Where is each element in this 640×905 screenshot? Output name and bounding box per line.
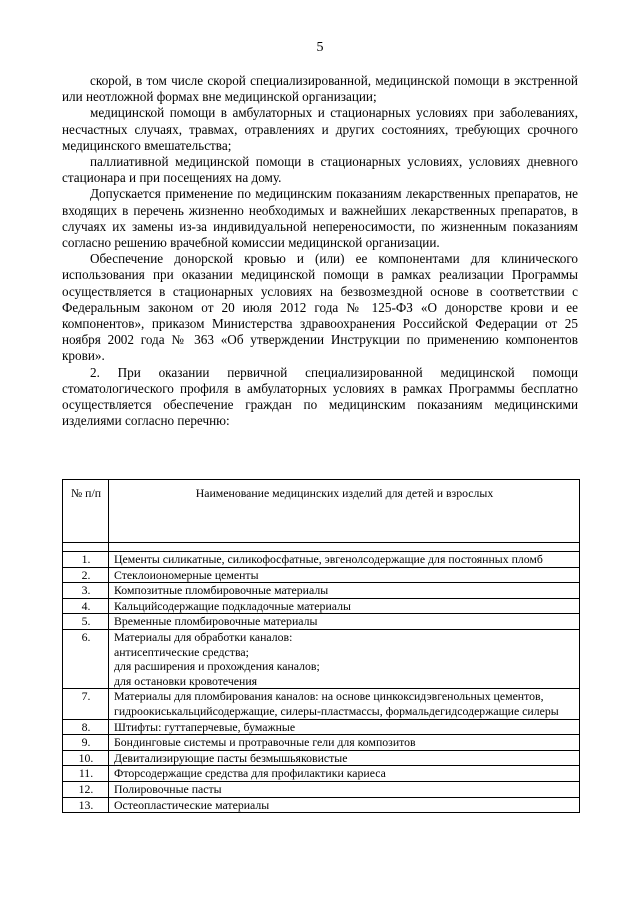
row-name: Временные пломбировочные материалы: [109, 614, 580, 630]
table-row: [63, 766, 580, 782]
table-row: [63, 629, 580, 688]
row-name-line: антисептические средства;: [114, 644, 249, 659]
row-number: 10.: [63, 750, 109, 766]
row-number: 7.: [63, 689, 109, 719]
header-number: № п/п: [63, 480, 109, 543]
row-number: 12.: [63, 781, 109, 797]
table-row: [63, 598, 580, 614]
row-name-multiline: [109, 629, 580, 688]
row-name: Материалы для пломбирования каналов: на основе цинкоксидэвгенольных цементов, гидроокиськальцийсодержащие, силеры-пластмассы, формальдегидсодержащие силеры: [109, 689, 580, 719]
table-row: [63, 719, 580, 735]
paragraph: скорой, в том числе скорой специализированной, медицинской помощи в экстренной или неотложной формах вне медицинской организации;: [62, 73, 578, 105]
medical-devices-table: [62, 479, 580, 813]
table-row: [63, 797, 580, 813]
row-name-line: для расширения и прохождения каналов;: [114, 659, 320, 674]
row-name: Стеклоиономерные цементы: [109, 567, 580, 583]
table-row: [63, 567, 580, 583]
row-name: Композитные пломбировочные материалы: [109, 583, 580, 599]
row-number: 5.: [63, 614, 109, 630]
paragraph: Обеспечение донорской кровью и (или) ее компонентами для клинического использования при оказании медицинской помощи в рамках реализации Программы осуществляется в стационарных условиях на безвозмездной основе в соответствии с Федеральным законом от 20 июля 2012 года № 125-ФЗ «О донорстве крови и ее компонентов», приказом Министерства здравоохранения Российской Федерации от 25 ноября 2002 года № 363 «Об утверждении Инструкции по применению компонентов крови».: [62, 251, 578, 364]
row-number: 3.: [63, 583, 109, 599]
table-row: [63, 689, 580, 719]
row-name: Штифты: гуттаперчевые, бумажные: [109, 719, 580, 735]
row-name: Цементы силикатные, силикофосфатные, эвгенолсодержащие для постоянных пломб: [109, 552, 580, 568]
row-name: Девитализирующие пасты безмышьяковистые: [109, 750, 580, 766]
table-row: [63, 781, 580, 797]
paragraph: 2. При оказании первичной специализированной медицинской помощи стоматологического профиля в амбулаторных условиях в рамках Программы бесплатно осуществляется обеспечение граждан по медицинским показаниям медицинскими изделиями согласно перечню:: [62, 364, 578, 429]
paragraph: медицинской помощи в амбулаторных и стационарных условиях при заболеваниях, несчастных случаях, травмах, отравлениях и других состояниях, требующих срочного медицинского вмешательства;: [62, 105, 578, 153]
row-number: 2.: [63, 567, 109, 583]
row-number: 6.: [63, 629, 109, 688]
row-name: Остеопластические материалы: [109, 797, 580, 813]
header-name: Наименование медицинских изделий для детей и взрослых: [109, 480, 580, 543]
row-name-line: Материалы для обработки каналов:: [114, 629, 293, 644]
page-number: 5: [316, 40, 324, 55]
row-name: Кальцийсодержащие подкладочные материалы: [109, 598, 580, 614]
row-name: Полировочные пасты: [109, 781, 580, 797]
paragraph: паллиативной медицинской помощи в стационарных условиях, условиях дневного стационара и при посещениях на дому.: [62, 154, 578, 186]
row-number: 4.: [63, 598, 109, 614]
row-number: 13.: [63, 797, 109, 813]
row-name: Фторсодержащие средства для профилактики кариеса: [109, 766, 580, 782]
table-row: [63, 614, 580, 630]
table-row: [63, 735, 580, 751]
body-text: [62, 73, 578, 429]
table-row: [63, 552, 580, 568]
row-number: 11.: [63, 766, 109, 782]
table-row: [63, 583, 580, 599]
table-header-row: [63, 480, 580, 543]
row-name-line: для остановки кровотечения: [114, 673, 258, 688]
row-name: Бондинговые системы и протравочные гели для композитов: [109, 735, 580, 751]
row-number: 1.: [63, 552, 109, 568]
paragraph: Допускается применение по медицинским показаниям лекарственных препаратов, не входящих в перечень жизненно необходимых и важнейших лекарственных препаратов, в случаях их замены из-за индивидуальной непереносимости, по жизненным показаниям согласно решению врачебной комиссии медицинской организации.: [62, 186, 578, 251]
table-spacer-row: [63, 543, 580, 552]
table-row: [63, 750, 580, 766]
row-number: 9.: [63, 735, 109, 751]
row-number: 8.: [63, 719, 109, 735]
